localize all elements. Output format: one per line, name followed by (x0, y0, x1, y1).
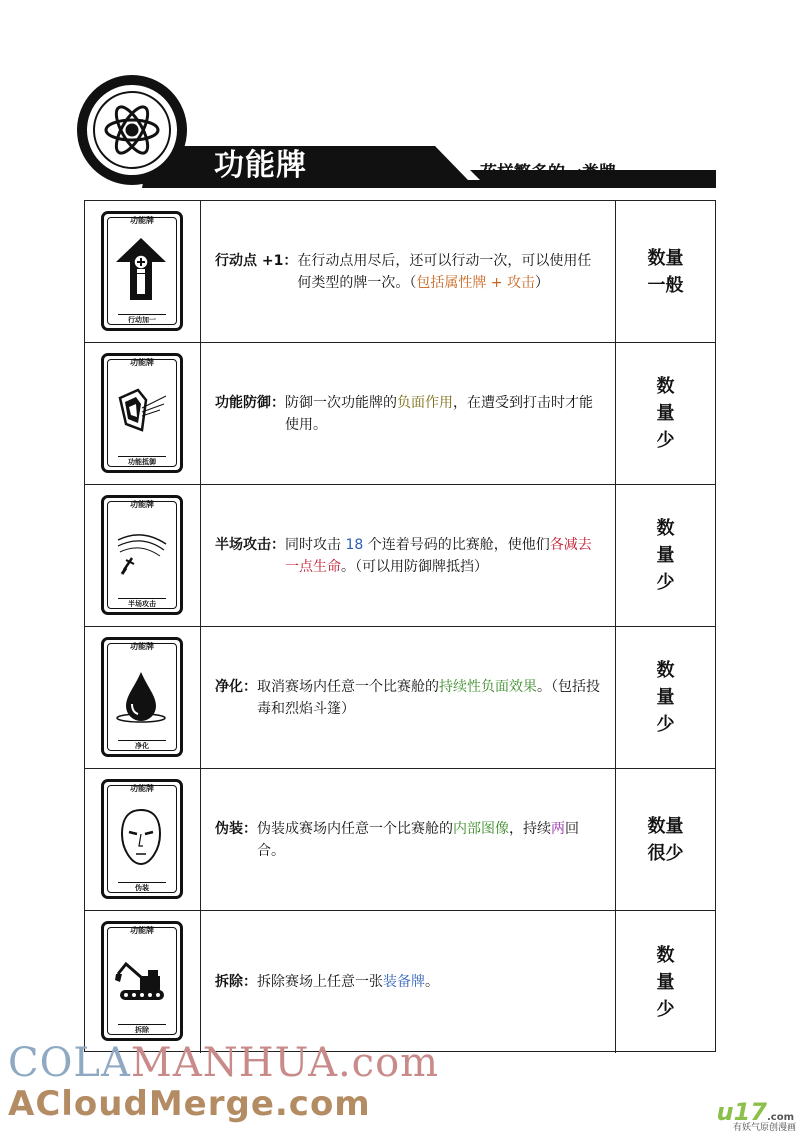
card-image-cell (85, 343, 201, 484)
card-row (85, 343, 715, 485)
card-header-label: 功能牌 (130, 926, 154, 935)
u17-logo: u17.com (716, 1098, 794, 1126)
card-title: 净化： (215, 678, 257, 695)
card-header-label: 功能牌 (130, 500, 154, 509)
card-description-cell (201, 769, 615, 910)
card-header-label: 功能牌 (130, 784, 154, 793)
card-image-cell (85, 627, 201, 768)
atom-icon (0, 0, 800, 200)
description-segment: 18 (345, 536, 364, 553)
quantity-cell (615, 485, 715, 626)
card-title: 半场攻击： (215, 536, 285, 553)
quantity-text (657, 515, 675, 596)
description-block (215, 534, 603, 578)
card-description-cell (201, 485, 615, 626)
quantity-line: 少 (656, 430, 675, 451)
description-segment: 。 (425, 974, 439, 990)
card-image-cell (85, 769, 201, 910)
card-image-cell (85, 485, 201, 626)
card-header-label: 功能牌 (130, 358, 154, 367)
card-description (257, 971, 439, 993)
card-row (85, 627, 715, 769)
description-segment: ，在遭受到打击时才能使用。 (285, 394, 593, 433)
quantity-cell (615, 201, 715, 342)
card-title: 拆除： (215, 974, 257, 990)
card-row (85, 769, 715, 911)
quantity-line: 量 (656, 971, 675, 993)
description-segment: 取消赛场内任意一个比赛舱的 (257, 678, 439, 695)
card-description (297, 250, 603, 294)
description-segment: 持续性负面效果 (439, 678, 537, 695)
description-segment: 个连着号码的比赛舱，使他们 (363, 536, 550, 553)
card-table (84, 200, 716, 1052)
watermark-colamanhua: COLAMANHUA.com (8, 1040, 440, 1086)
description-block (215, 971, 439, 993)
card-name-label: 拆除 (118, 1024, 166, 1035)
card-name-label: 净化 (118, 740, 166, 751)
quantity-text (648, 813, 684, 867)
card-description-cell (201, 343, 615, 484)
card-name-label: 伪装 (118, 882, 166, 893)
section-subtitle: 花样繁多的一类牌 (480, 163, 616, 183)
description-segment: 包括属性牌 + 攻击 (416, 274, 535, 291)
description-segment: 回合。 (257, 820, 579, 859)
card-illustration (101, 495, 183, 615)
description-segment: ） (535, 274, 549, 291)
card-illustration (101, 921, 183, 1041)
excavator-icon (112, 946, 170, 1012)
card-name-label: 功能抵御 (118, 456, 166, 467)
card-title: 功能防御： (215, 394, 285, 411)
card-description-cell (201, 201, 615, 342)
card-description-cell (201, 911, 615, 1053)
description-segment: 负面作用 (397, 394, 453, 411)
card-image-cell (85, 911, 201, 1053)
quantity-cell (615, 911, 715, 1053)
description-segment: 装备牌 (383, 974, 425, 990)
card-header-label: 功能牌 (130, 642, 154, 651)
quantity-text (657, 657, 675, 738)
card-illustration (101, 779, 183, 899)
card-image-cell (85, 201, 201, 342)
card-description-cell (201, 627, 615, 768)
quantity-line: 一般 (647, 274, 684, 296)
droplet-icon (112, 662, 170, 728)
card-row (85, 485, 715, 627)
quantity-line: 少 (656, 572, 675, 593)
section-header (0, 0, 800, 200)
quantity-line: 量 (656, 687, 675, 708)
section-title: 功能牌 (214, 148, 307, 183)
description-segment: 伪装成赛场内任意一个比赛舱的 (257, 820, 453, 837)
description-segment: 拆除赛场上任意一张 (257, 974, 383, 990)
description-segment: 。（包括投毒和烈焰斗篷） (257, 678, 600, 717)
card-illustration (101, 637, 183, 757)
quantity-line: 量 (656, 545, 675, 566)
card-description (257, 818, 603, 862)
description-segment: 各减去一点生命 (285, 536, 592, 575)
quantity-text (657, 373, 675, 454)
description-block (215, 250, 603, 294)
quantity-line: 数 (656, 944, 675, 966)
description-segment: 。（可以用防御牌抵挡） (341, 558, 488, 575)
card-description (285, 534, 603, 578)
description-segment: 内部图像 (453, 820, 509, 837)
description-segment: 两 (551, 820, 565, 837)
card-illustration (101, 353, 183, 473)
watermark-acloudmerge: ACloudMerge.com (8, 1084, 371, 1124)
quantity-line: 少 (656, 714, 675, 735)
description-segment: 同时攻击 (285, 536, 346, 553)
arrow-plus-icon (112, 236, 170, 302)
card-title: 行动点 +1： (215, 252, 298, 269)
description-block (215, 818, 603, 862)
card-illustration (101, 211, 183, 331)
quantity-cell (615, 769, 715, 910)
quantity-text (657, 942, 675, 1023)
card-title: 伪装： (215, 820, 257, 837)
description-block (215, 676, 603, 720)
description-segment: ，持续 (509, 820, 551, 837)
quantity-cell (615, 343, 715, 484)
quantity-line: 数 (656, 376, 675, 397)
quantity-line: 量 (656, 403, 675, 424)
u17-tagline: 有妖气原创漫画 (732, 1123, 796, 1133)
quantity-cell (615, 627, 715, 768)
quantity-line: 数 (656, 660, 675, 681)
card-name-label: 半场攻击 (118, 598, 166, 609)
card-header-label: 功能牌 (130, 216, 154, 225)
card-row (85, 201, 715, 343)
description-segment: 在行动点用尽后，还可以行动一次，可以使用任何类型的牌一次。（ (297, 252, 592, 291)
quantity-line: 数量 (647, 247, 684, 269)
quantity-line: 数 (656, 518, 675, 539)
quantity-line: 少 (656, 998, 675, 1020)
sword-slash-icon (112, 520, 170, 586)
card-description (257, 676, 603, 720)
card-name-label: 行动加一 (118, 314, 166, 325)
quantity-line: 数量 (647, 815, 684, 837)
shield-icon (112, 378, 170, 444)
description-segment: 防御一次功能牌的 (285, 394, 397, 411)
card-row (85, 911, 715, 1053)
quantity-text (648, 245, 684, 299)
description-block (215, 392, 603, 436)
quantity-line: 很少 (647, 842, 684, 864)
mask-icon (112, 804, 170, 870)
card-description (285, 392, 603, 436)
